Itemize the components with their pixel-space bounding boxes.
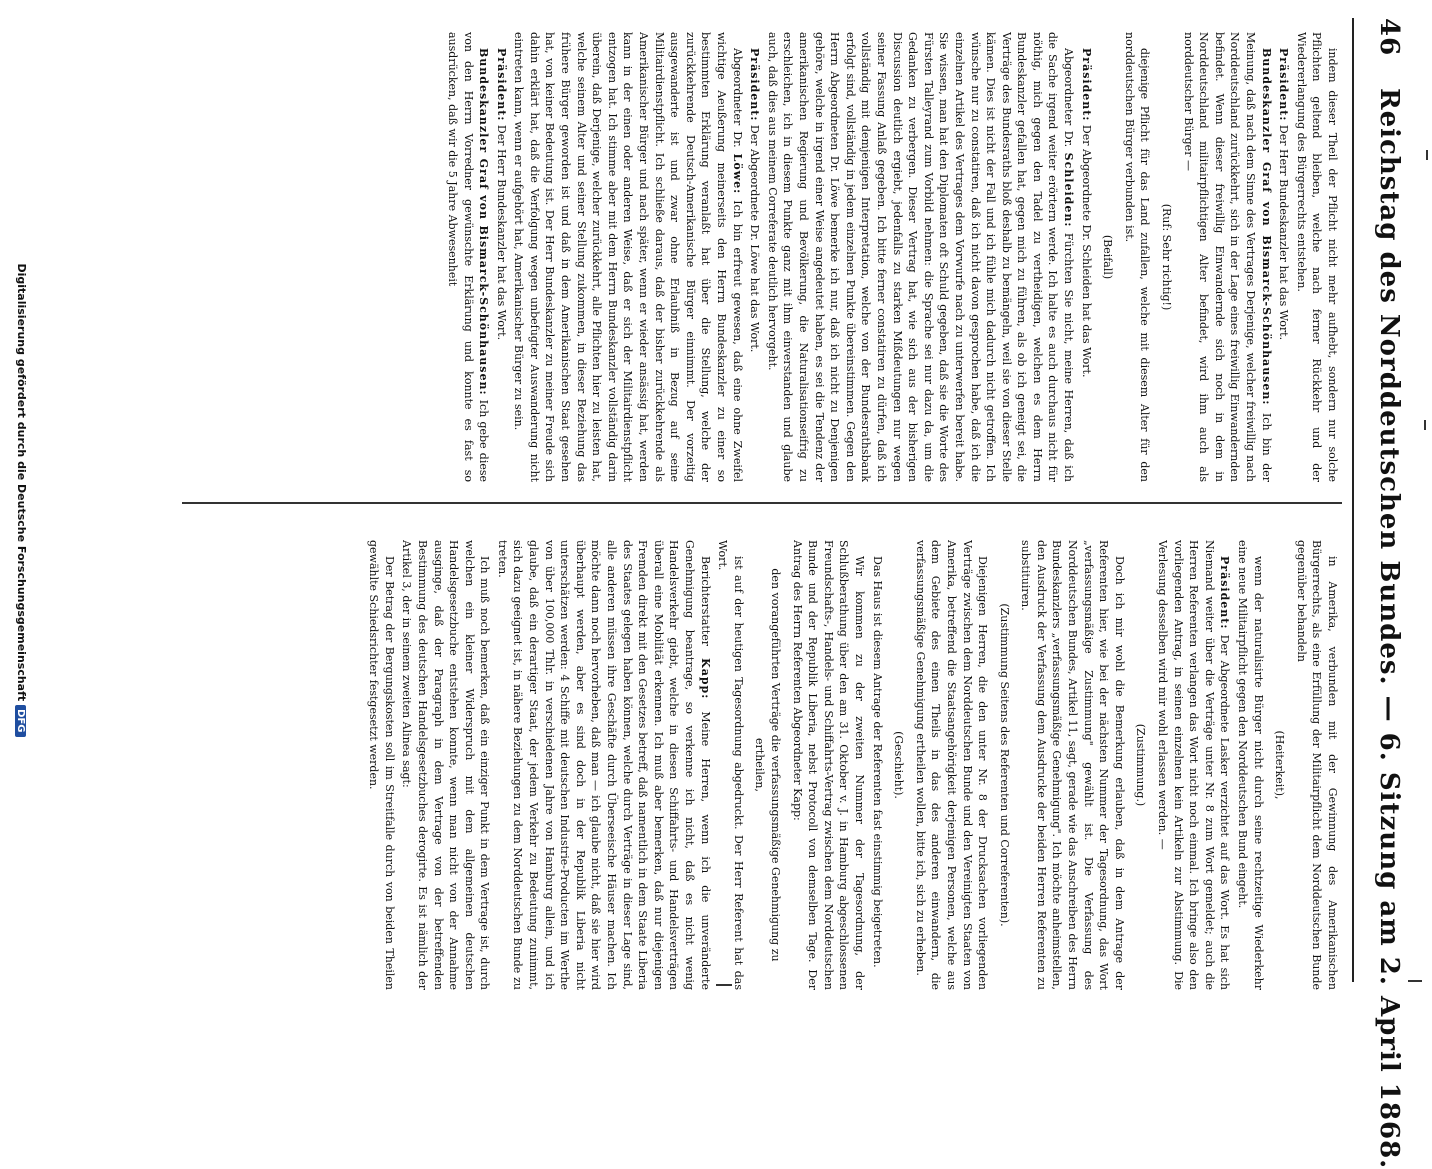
speaker-name: Bundeskanzler Graf von Bismarck-Schönhausen: [1259,48,1273,406]
paragraph [747,32,763,482]
paragraph [1078,32,1094,482]
paragraph: ist auf der heutigen Tagesordnung abgedruckt. Der Herr Referent hat das Wort. [716,540,745,990]
funding-note: Digitalisierung gefördert durch die Deutsche Forschungsgemeinschaft [15,263,28,702]
running-title: Reichstag des Norddeutschen Bundes. — 6. Sitzung am 2. April 1868. [1374,88,1404,1169]
paragraph: Ich muß noch bemerken, daß ein einziger Punkt in dem Vertrage ist, durch welchen ein kleiner Widerspruch mit dem allgemeinen deutschen Handelsgesetzbuche entstehen konnte, wenn man nicht von der Annahme ausginge, daß der Paragraph in dem Vertrage von der betreffenden Bestimmung des deutschen Handelsgesetzbuches derogirte. Es ist nämlich der Artikel 3, der in seinem zweiten Alinea sagt: [400,540,492,990]
paragraph [444,32,491,482]
quoted-motion: den vorangeführten Verträge die verfassungsmäßige Genehmigung zu ertheilen, [753,568,782,962]
interjection: (Ruf: Sehr richtig!) [1160,203,1174,311]
speaker-name: Präsident: [1218,556,1232,630]
paragraph [494,540,712,990]
paragraph: Wir kommen zu der zweiten Nummer der Tagesordnung, der Schlußberathung über den am 31. Oktober v. J. in Hamburg abgeschlossenen Freundschafts-, Handels- und Schiffahrts-Vertrag zwischen dem Norddeutschen Bunde und der Republik Liberia, nebst Protocoll von demselben Tage. Der Antrag des Herrn Referenten Abgeordneter Kapp: [790,540,866,990]
paragraph [1180,32,1274,482]
scan-speck [1408,980,1422,982]
scan-speck [1424,420,1426,430]
page-number: 46 [1374,18,1404,57]
speaker-name: Präsident: [494,48,508,122]
paragraph: Diejenigen Herren, die den unter Nr. 8 der Drucksachen vorliegenden Verträge zwischen dem Norddeutschen Bunde und den Vereinigten Staaten von Amerika, betreffend die Staatsangehörigkeit derjenigen Personen, welche aus dem Gebiete des einen Theils in das des anderen einwandern, die verfassungsmäßige Genehmigung ertheilen wollen, bitte ich, sich zu erheben. [913,540,990,990]
paragraph: in Amerika, verbunden mit der Gewinnung des Amerikanischen Bürgerrechts, als eine Erfüllung der Militairpflicht dem Norddeutschen Bunde gegenüber behandeln [1294,540,1339,990]
interjection: (Heiterkeit), [1273,730,1287,800]
scan-speck [1426,150,1428,160]
paragraph: diejenige Pflicht für das Land zufallen, welche mit diesem Alter für den norddeutschen Bürger verbunden ist. [1122,32,1152,482]
paragraph: Doch ich mir wohl die Bemerkung erlauben, daß in dem Antrage der Referenten hier, wie bei der nächsten Nummer der Tagesordnung, das Wort „verfassungsmäßige Zustimmung" gewählt ist. Die Verfassung des Norddeutschen Bundes, Artikel 11, sagt, gerade wie das Anschreiben des Herrn Bundeskanzlers „verfassungsmäßige Genehmigung". Ich möchte anheimstellen, den Ausdruck der Verfassung dem Ausdrucke der beiden Herren Referenten zu substituiren. [1019,540,1126,990]
speech-text: Der Herr Bundeskanzler hat das Wort. [494,124,508,341]
header-rule [1352,18,1354,982]
speech-text: Der Abgeordnete Dr. Schleiden hat das Wort. [1079,124,1093,378]
interjection: (Zustimmung Seitens des Referenten und Correferenten). [997,603,1011,927]
paragraph [511,32,745,482]
interjection: (Geschieht). [892,731,906,799]
speaker-name: Kapp: [698,658,712,700]
speech-text: Ich gebe diese von den Herrn Vorredner gewünschte Erklärung und konnte es fast so ausdrücken, daß wir die 5 Jahre Abwesenheit [445,32,491,482]
page-header [1360,18,1408,1169]
speaker-intro: Berichterstatter [698,556,712,647]
speech-text: Der Abgeordnete Lasker verzichtet auf das Wort. Es hat sich Niemand weiter über die Verträge unter Nr. 8 zum Wort gemeldet; auch die Herren Referenten verlangen das Wort nicht noch einmal. Ich bringe also den vorliegenden Antrag, in seinen einzelnen kein Artikeln zur Abstimmung. Die Verlesung desselben wird mir wohl erlassen werden. — [1156,540,1232,990]
interjection: (Beifall) [1101,234,1115,280]
column-divider [182,502,1342,504]
scan-speck [716,984,732,986]
speaker-name: Bundeskanzler Graf von Bismarck-Schönhausen: [477,48,491,396]
paragraph [1154,540,1232,990]
paragraph [764,32,1076,482]
speech-text: Der Herr Bundeskanzler hat das Wort. [1277,124,1291,341]
speaker-name: Schleiden: [1062,152,1076,228]
speaker-intro: Abgeordneter Dr. [730,48,744,148]
dfg-logo: DFG [15,705,26,736]
speaker-name: Präsident: [1277,48,1291,122]
paragraph [493,32,509,482]
speech-text: Der Abgeordnete Dr. Löwe hat das Wort. [748,124,762,353]
left-column [160,32,1340,482]
right-column [160,540,1340,990]
paragraph: indem dieser Theil der Pflicht nicht mehr aufhebt, sondern nur solche Pflichten geltend bleiben, welche nach ferner Rückkehr und der Wiedererlangung des Bürgerrechts entstehen. [1294,32,1339,482]
speaker-name: Löwe: [730,153,744,195]
speaker-name: Präsident: [748,48,762,122]
paragraph: Das Haus ist diesem Antrage der Referenten fast einstimmig beigetreten. [870,556,884,968]
interjection: (Zustimmung.) [1134,723,1148,807]
paragraph [1276,32,1292,482]
paragraph: wenn der naturalisirte Bürger nicht durch seine rechtzeitige Wiederkehr eine neue Militairpflicht gegen den Norddeutschen Bund eingeht. [1236,540,1265,990]
speech-text: Fürchten Sie nicht, meine Herren, daß ich die Sache irgend weiter erörtern werde. Ich halte es auch durchaus nicht für nöthig, mich gegen den Tadel zu vertheidigen, welchen es dem Herrn Bundeskanzler gefallen hat, gegen mich zu führen, als ob ich geneigt sei, die Verträge des Bundesraths bloß deshalb zu bemängeln, weil sie von dieser Stelle kämen. Dies ist nicht der Fall und ich fühle mich dadurch nicht getroffen. Ich wünsche nur zu constatiren, daß ich nicht davon gesprochen habe, daß ich die einzelnen Artikel des Vertrages dem Vorwurfe nach zu unterwerfen bereit habe. Sie wissen, man hat den Diplomaten oft Schuld gegeben, daß sie die Worte des Fürsten Talleyrand zum Vorbild nehmen: die Sprache sei nur dazu da, um die Gedanken zu verbergen. Dieser Vertrag hat, wie sich aus der bisherigen Discussion deutlich ergiebt, jedenfalls zu starken Mißdeutungen nur wegen seiner Fassung Anlaß gegeben. Ich bitte ferner constatiren zu dürfen, daß ich vollständig mit demjenigen Interpretation, welche von der Bundesrathsbank erfolgt sind, vollständig in jedem einzelnen Punkte übereinstimmen. Gegen den Herrn Abgeordneten Dr. Löwe bemerke ich nur, daß ich nicht zu Denjenigen gehöre, welche in irgend einer Weise angedeutet haben, es sei die Tendenz der amerikanischen Regierung und Bevölkerung, die Naturalisationseifrig zu erschleichen, ich in diesem Punkte ganz mit ihm einverstanden und glaube auch, daß dies aus meinem Correferate deutlich hervorgeht. [765,32,1076,482]
paragraph: Der Betrag der Bergungskosten soll im Streitfalle durch von beiden Theilen gewählte Schiedsrichter festgesetzt werden. [367,540,396,990]
speaker-name: Präsident: [1079,48,1093,122]
funding-footer [8,0,28,1000]
speech-text: Meine Herren, wenn ich die unveränderte Genehmigung beantrage, so verkenne ich nicht, daß es nicht wenig Handelsverkehr giebt, welche in diesen Schiffahrts- und Handelsverträgen überall eine Mobilität erkennen. Ich muß aber bemerken, daß nur diejenigen Fremden direkt mit den Gesetzes betreff, daß namentlich in dem Staate Liberia des Staates gelegen haben können, welche durch Verträge in dieser Lage sind, alle anderen müssen ihre Geschäfte durch Überseeische Häuser machen. Ich möchte dann noch hervorheben, daß man — ich glaube nicht, daß sie hier wird überhaupt werden, aber es sind doch in der Republik Liberia nicht unterschätzen werden: 4 Schiffe mit deutschen Industrie-Producten im Werthe von über 100,000 Thlr. in verschiedenen Jahre von Hamburg allein, und ich glaube, daß ein derartiger Staat, der jedem Verkehr zu Bedeutung zunimmt, sich dazu geeignet ist, in nähere Beziehungen zu dem Norddeutschen Bunde zu treten. [495,540,712,990]
speaker-intro: Abgeordneter Dr. [1062,48,1076,148]
speech-text: Ich bin der Meinung, daß nach dem Sinne des Vertrages Derjenige, welcher freiwillig nach Norddeutschland zurückkehrt, sich in der Lage eines freiwillig Einwandernden befindet. Wenn dieser freiwillig Einwandernde sich noch in dem in Norddeutschland militairpflichtigen Alter befindet, wird ihm auch als norddeutscher Bürger — [1181,32,1273,482]
speech-text: Ich bin erfreut gewesen, daß eine ohne Zweifel wichtige Aeußerung meinerseits den Herrn Bundeskanzler zu einer so bestimmten Erklärung veranlaßt hat über die Stellung, welche der zurückkehrende Deutsch-Amerikanische Bürger einnimmt. Der vorzeitig ausgewanderte ist und zwar ohne Erlaubniß in Bezug auf seine Militairdienstpflicht. Ich schließe daraus, daß der bisher zurückkehrende als Amerikanischer Bürger und nach später, wenn er wieder ansässig hat, werden kann in der einen oder anderen Weise, daß er sich der Militairdienstpflicht entzogen hat. Ich stimme aber mit dem Herrn Bundeskanzler vollständig darin überein, daß Derjenige, welcher zurückkehrt, alle Pflichten hier zu leisten hat, welche seinem Alter und seiner Stellung zukommen, in dieser Beziehung das frühere Bürger geworden ist und daß in dem Amerikanischen Staat gesehen hat, von keiner Bedeutung ist. Der Herr Bundeskanzler zu meiner Freude sich dahin erklärt hat, daß die Verfolgung wegen unbefugter Auswanderung nicht eintreten kann, wenn er aufgehört hat, Amerikanischer Bürger zu sein. [512,32,744,482]
